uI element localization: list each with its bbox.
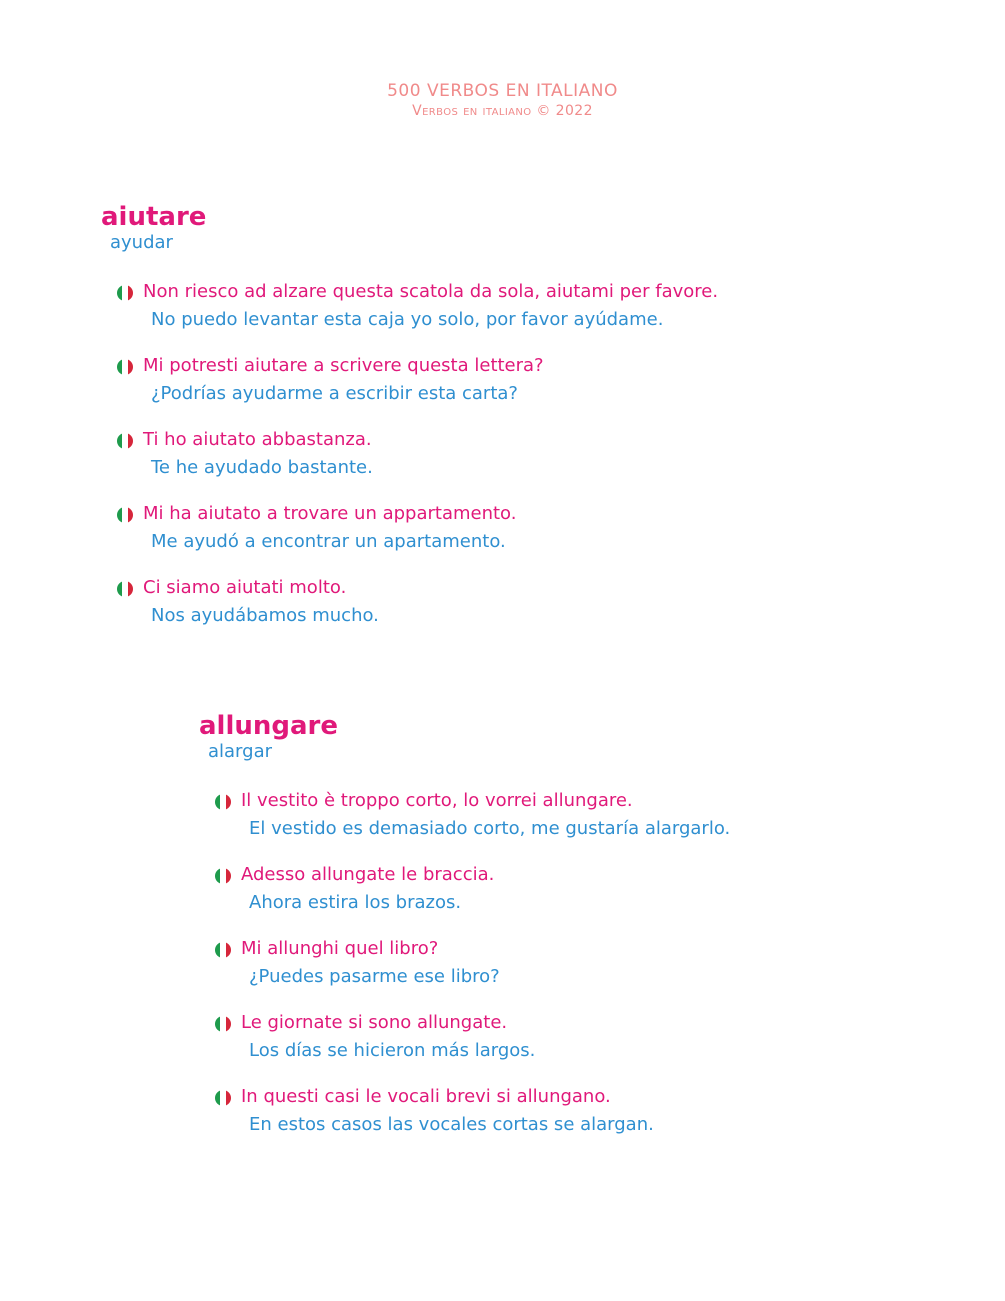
italian-flag-icon [117,581,133,597]
example-list [101,279,719,649]
italian-sentence: Mi potresti aiutare a scrivere questa lettera? [143,355,544,376]
italian-sentence: In questi casi le vocali brevi si allungano. [241,1086,611,1107]
italian-sentence: Ti ho aiutato abbastanza. [143,429,372,450]
italian-sentence: Mi ha aiutato a trovare un appartamento. [143,503,517,524]
spanish-translation: Los días se hicieron más largos. [249,1040,536,1061]
example-item [199,936,500,1010]
spanish-translation: ¿Podrías ayudarme a escribir esta carta? [151,383,518,404]
italian-sentence: Le giornate si sono allungate. [241,1012,508,1033]
italian-flag-icon [215,1016,231,1032]
book-subtitle: Verbos en italiano © 2022 [412,103,593,119]
example-item [101,575,379,649]
verb-title: aiutare [101,202,207,232]
italian-sentence: Ci siamo aiutati molto. [143,577,347,598]
spanish-translation: No puedo levantar esta caja yo solo, por favor ayúdame. [151,309,664,330]
verb-entry-allungare [199,711,731,1158]
italian-flag-icon [215,942,231,958]
example-item [101,279,719,353]
example-item [199,1010,536,1084]
italian-sentence: Non riesco ad alzare questa scatola da sola, aiutami per favore. [143,281,719,302]
verb-entry-aiutare [101,202,719,649]
book-title: 500 VERBOS EN ITALIANO [387,81,618,101]
example-item [101,353,544,427]
italian-flag-icon [215,794,231,810]
example-list [199,788,731,1158]
spanish-translation: En estos casos las vocales cortas se alargan. [249,1114,654,1135]
italian-flag-icon [117,285,133,301]
example-item [101,501,517,575]
italian-flag-icon [117,359,133,375]
italian-sentence: Il vestito è troppo corto, lo vorrei allungare. [241,790,633,811]
italian-flag-icon [117,433,133,449]
verb-translation: ayudar [110,232,173,253]
italian-sentence: Adesso allungate le braccia. [241,864,495,885]
spanish-translation: ¿Puedes pasarme ese libro? [249,966,500,987]
verb-title: allungare [199,711,339,741]
page-header [0,80,1005,120]
spanish-translation: Nos ayudábamos mucho. [151,605,379,626]
example-item [101,427,373,501]
example-item [199,788,731,862]
spanish-translation: El vestido es demasiado corto, me gustaría alargarlo. [249,818,731,839]
verb-translation: alargar [208,741,273,762]
italian-sentence: Mi allunghi quel libro? [241,938,439,959]
italian-flag-icon [117,507,133,523]
example-item [199,1084,654,1158]
spanish-translation: Ahora estira los brazos. [249,892,462,913]
spanish-translation: Me ayudó a encontrar un apartamento. [151,531,506,552]
spanish-translation: Te he ayudado bastante. [151,457,373,478]
example-item [199,862,495,936]
italian-flag-icon [215,1090,231,1106]
italian-flag-icon [215,868,231,884]
